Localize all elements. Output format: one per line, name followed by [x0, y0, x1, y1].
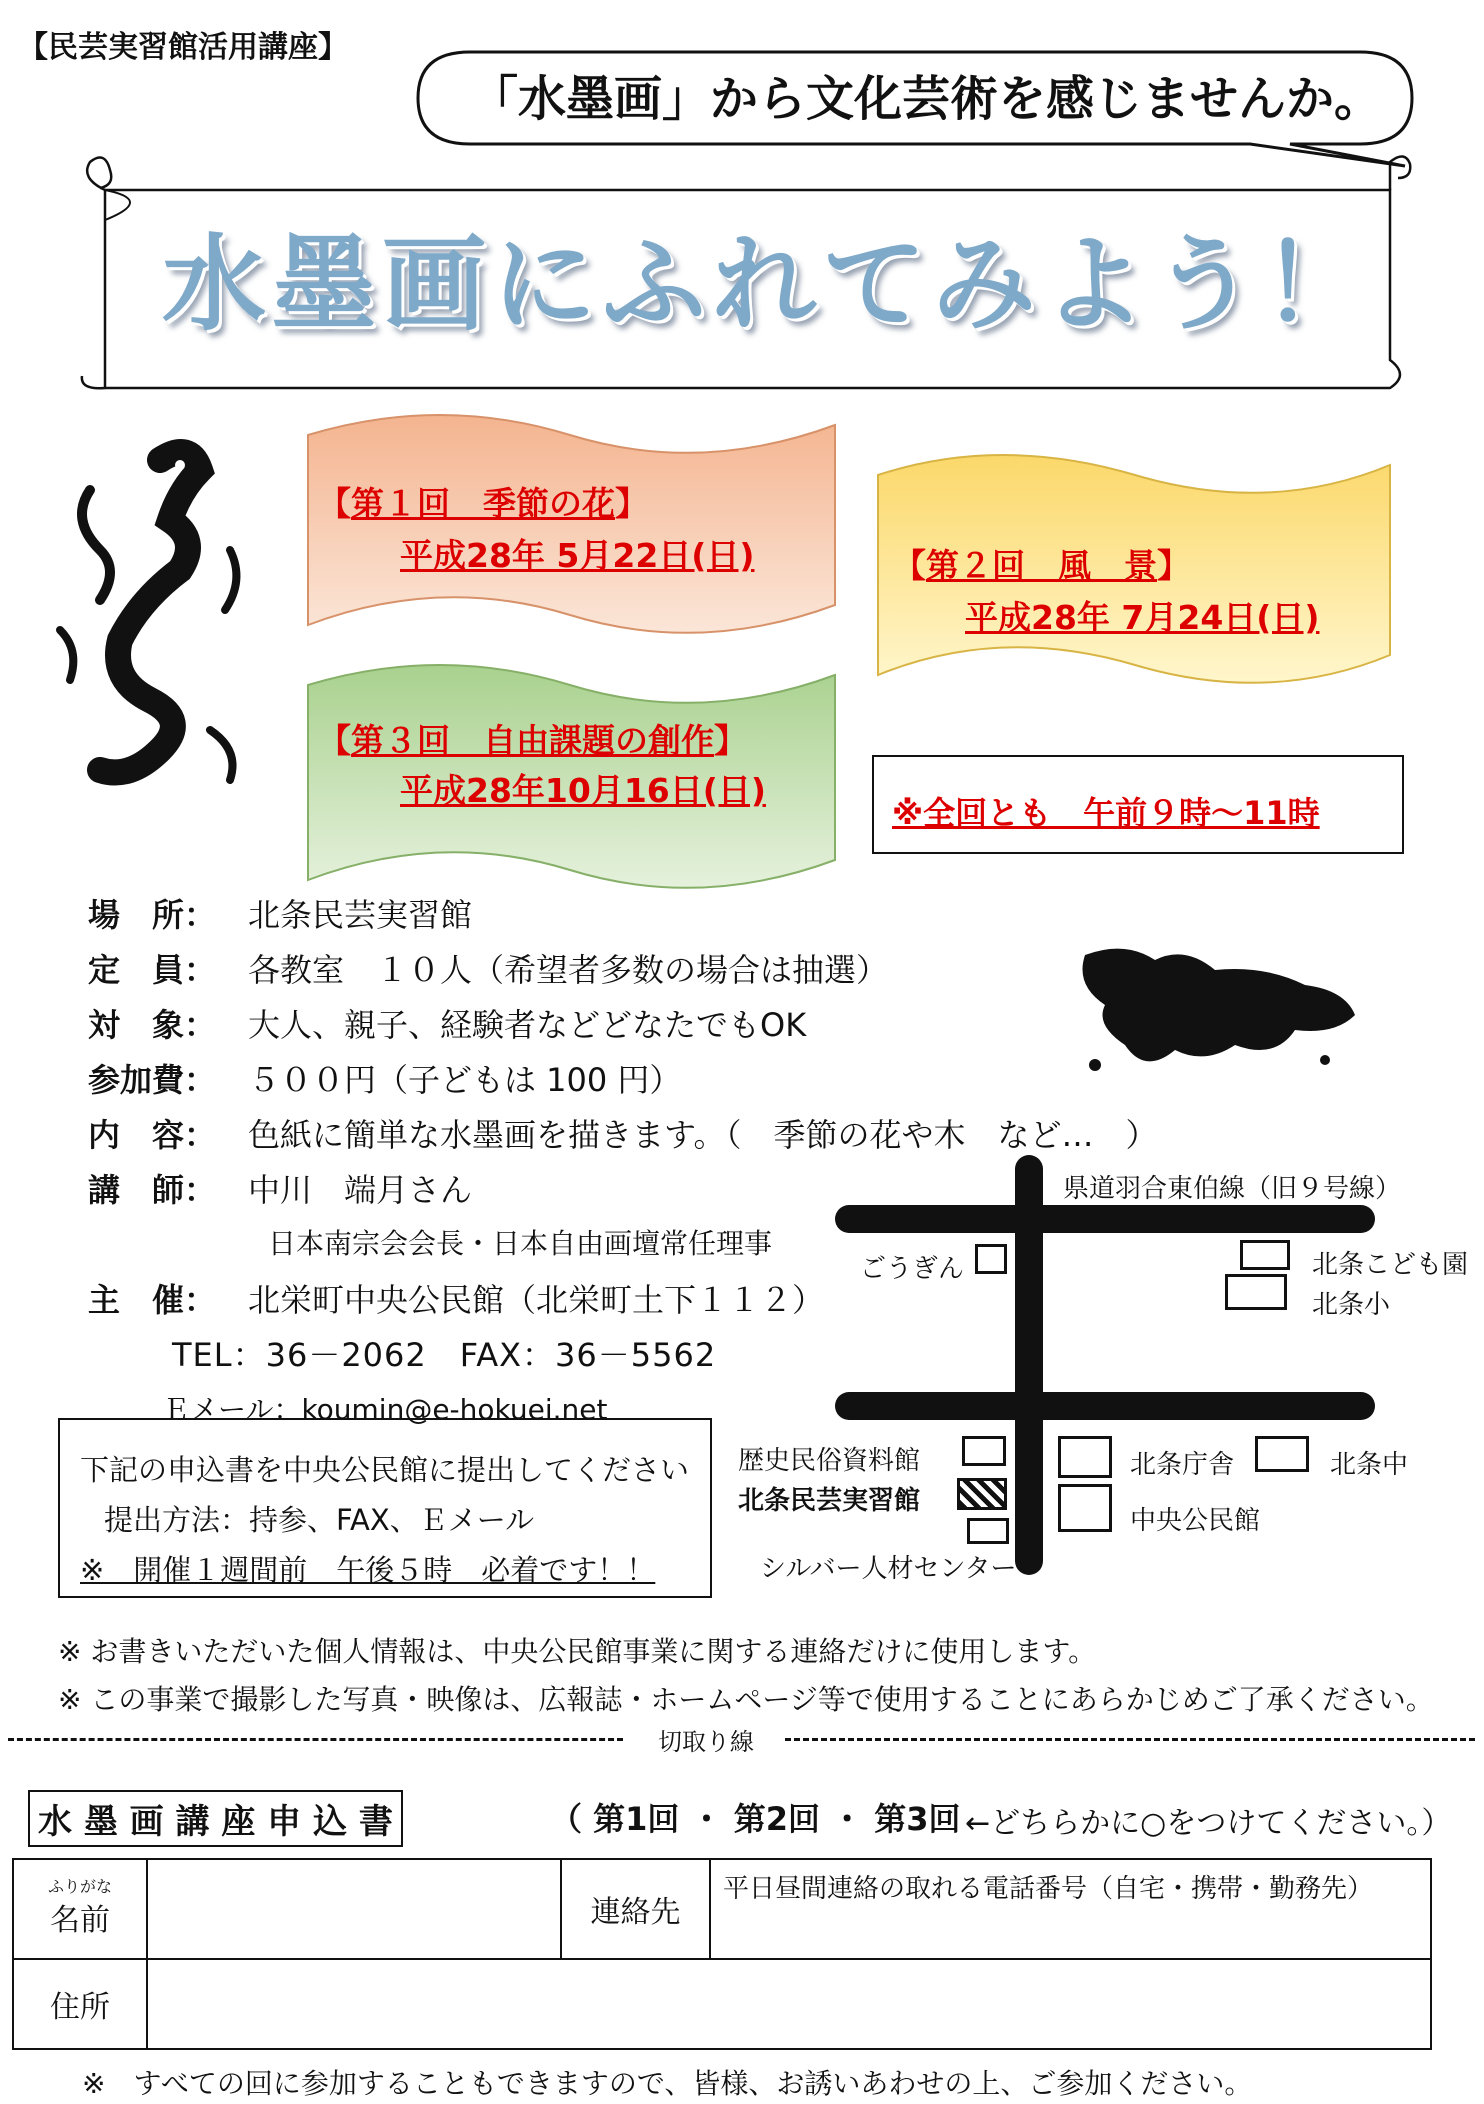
- map-label-kominkan: 中央公民館: [1130, 1506, 1261, 1536]
- map-label-rekishi: 歴史民俗資料館: [738, 1446, 921, 1476]
- map-label-gougin: ごうぎん: [860, 1254, 965, 1284]
- main-title: 水墨画にふれてみよう！: [162, 223, 1373, 345]
- series-label: 【民芸実習館活用講座】: [18, 30, 348, 65]
- name-field[interactable]: [147, 1859, 561, 1959]
- map-building-silver: [967, 1518, 1009, 1544]
- form-choice-note: ←どちらかに○をつけてください。）: [965, 1806, 1452, 1841]
- info-teacher: 講 師： 中川 端月さん: [88, 1171, 473, 1209]
- map-label-silver: シルバー人材センター: [760, 1554, 1017, 1584]
- map-building-kominkan: [1058, 1484, 1112, 1532]
- photo-note: ※ この事業で撮影した写真・映像は、広報誌・ホームページ等で使用することにあらかじめご了承ください。: [58, 1683, 1434, 1716]
- ink-splash-decoration: [1065, 935, 1365, 1095]
- time-note: ※全回とも 午前９時～11時: [892, 794, 1320, 832]
- map-building-chosha: [1058, 1436, 1112, 1478]
- session-3-date: 平成28年10月16日(日): [400, 771, 766, 810]
- cut-line-left: [8, 1738, 623, 1741]
- session-1-date: 平成28年 5月22日(日): [400, 536, 755, 575]
- map-road-lower: [835, 1392, 1375, 1420]
- map-building-gougin: [975, 1244, 1007, 1274]
- address-label: 住所: [13, 1959, 147, 2049]
- info-content: 内 容： 色紙に簡単な水墨画を描きます。（ 季節の花や木 など… ）: [88, 1116, 1158, 1154]
- cut-line-label: 切取り線: [658, 1728, 754, 1756]
- map-building-rekishi: [962, 1436, 1006, 1466]
- teacher-title: 日本南宗会会長・日本自由画壇常任理事: [268, 1227, 773, 1260]
- session-3-title: 【第３回 自由課題の創作】: [318, 721, 747, 760]
- address-field[interactable]: [147, 1959, 1431, 2049]
- name-label-cell: [13, 1859, 147, 1959]
- form-footer-note: ※ すべての回に参加することもできますので、皆様、お誘いあわせの上、ご参加ください。: [82, 2067, 1253, 2100]
- map-label-chosha: 北条庁舎: [1130, 1450, 1235, 1480]
- bubble-text: 「水墨画」から文化芸術を感じませんか。: [470, 71, 1383, 127]
- apply-line-1: 下記の申込書を中央公民館に提出してください: [80, 1453, 690, 1487]
- furigana-label: ふりがな: [47, 1877, 112, 1896]
- info-host: 主 催： 北栄町中央公民館（北栄町土下１１２）: [88, 1281, 825, 1319]
- info-fee: 参加費： ５００円（子どもは 100 円）: [88, 1061, 682, 1099]
- session-2-date: 平成28年 7月24日(日): [965, 598, 1320, 637]
- host-email[interactable]: Ｅメール：koumin@e-hokuei.net: [162, 1393, 608, 1426]
- apply-line-2: 提出方法：持参、FAX、Ｅメール: [104, 1503, 535, 1537]
- host-tel-fax: TEL：36－2062 FAX：36－5562: [172, 1336, 717, 1374]
- map-building-mingei: [957, 1478, 1007, 1510]
- privacy-note: ※ お書きいただいた個人情報は、中央公民館事業に関する連絡だけに使用します。: [58, 1635, 1097, 1668]
- form-session-choices[interactable]: （ 第1回 ・ 第2回 ・ 第3回: [550, 1800, 961, 1838]
- cut-line-right: [785, 1738, 1475, 1741]
- phone-hint: 平日昼間連絡の取れる電話番号（自宅・携帯・勤務先）: [723, 1874, 1374, 1904]
- map-label-sho: 北条小: [1312, 1290, 1391, 1320]
- session-2-title: 【第２回 風 景】: [893, 546, 1190, 585]
- map-label-road: 県道羽合東伯線（旧９号線）: [1063, 1174, 1402, 1204]
- map-building-sho: [1225, 1274, 1287, 1310]
- application-form-table: [12, 1858, 1432, 2050]
- form-title: 水 墨 画 講 座 申 込 書: [28, 1790, 403, 1847]
- info-capacity: 定 員： 各教室 １０人（希望者多数の場合は抽選）: [88, 951, 889, 989]
- session-1-title: 【第１回 季節の花】: [318, 484, 648, 523]
- map-label-mingei: 北条民芸実習館: [738, 1486, 921, 1516]
- map-label-kodomoen: 北条こども園: [1312, 1250, 1469, 1280]
- name-label: 名前: [50, 1903, 110, 1938]
- map-label-chu: 北条中: [1330, 1450, 1409, 1480]
- map-road-upper: [835, 1205, 1375, 1233]
- phone-field[interactable]: [710, 1859, 1431, 1959]
- info-place: 場 所： 北条民芸実習館: [88, 896, 473, 934]
- contact-label: 連絡先: [561, 1859, 710, 1959]
- map-building-kodomoen: [1240, 1240, 1290, 1270]
- apply-line-3: ※ 開催１週間前 午後５時 必着です！！: [80, 1553, 656, 1587]
- info-target: 対 象： 大人、親子、経験者などどなたでもOK: [88, 1006, 807, 1044]
- map-building-chu: [1255, 1436, 1309, 1472]
- dragon-illustration: [30, 430, 260, 800]
